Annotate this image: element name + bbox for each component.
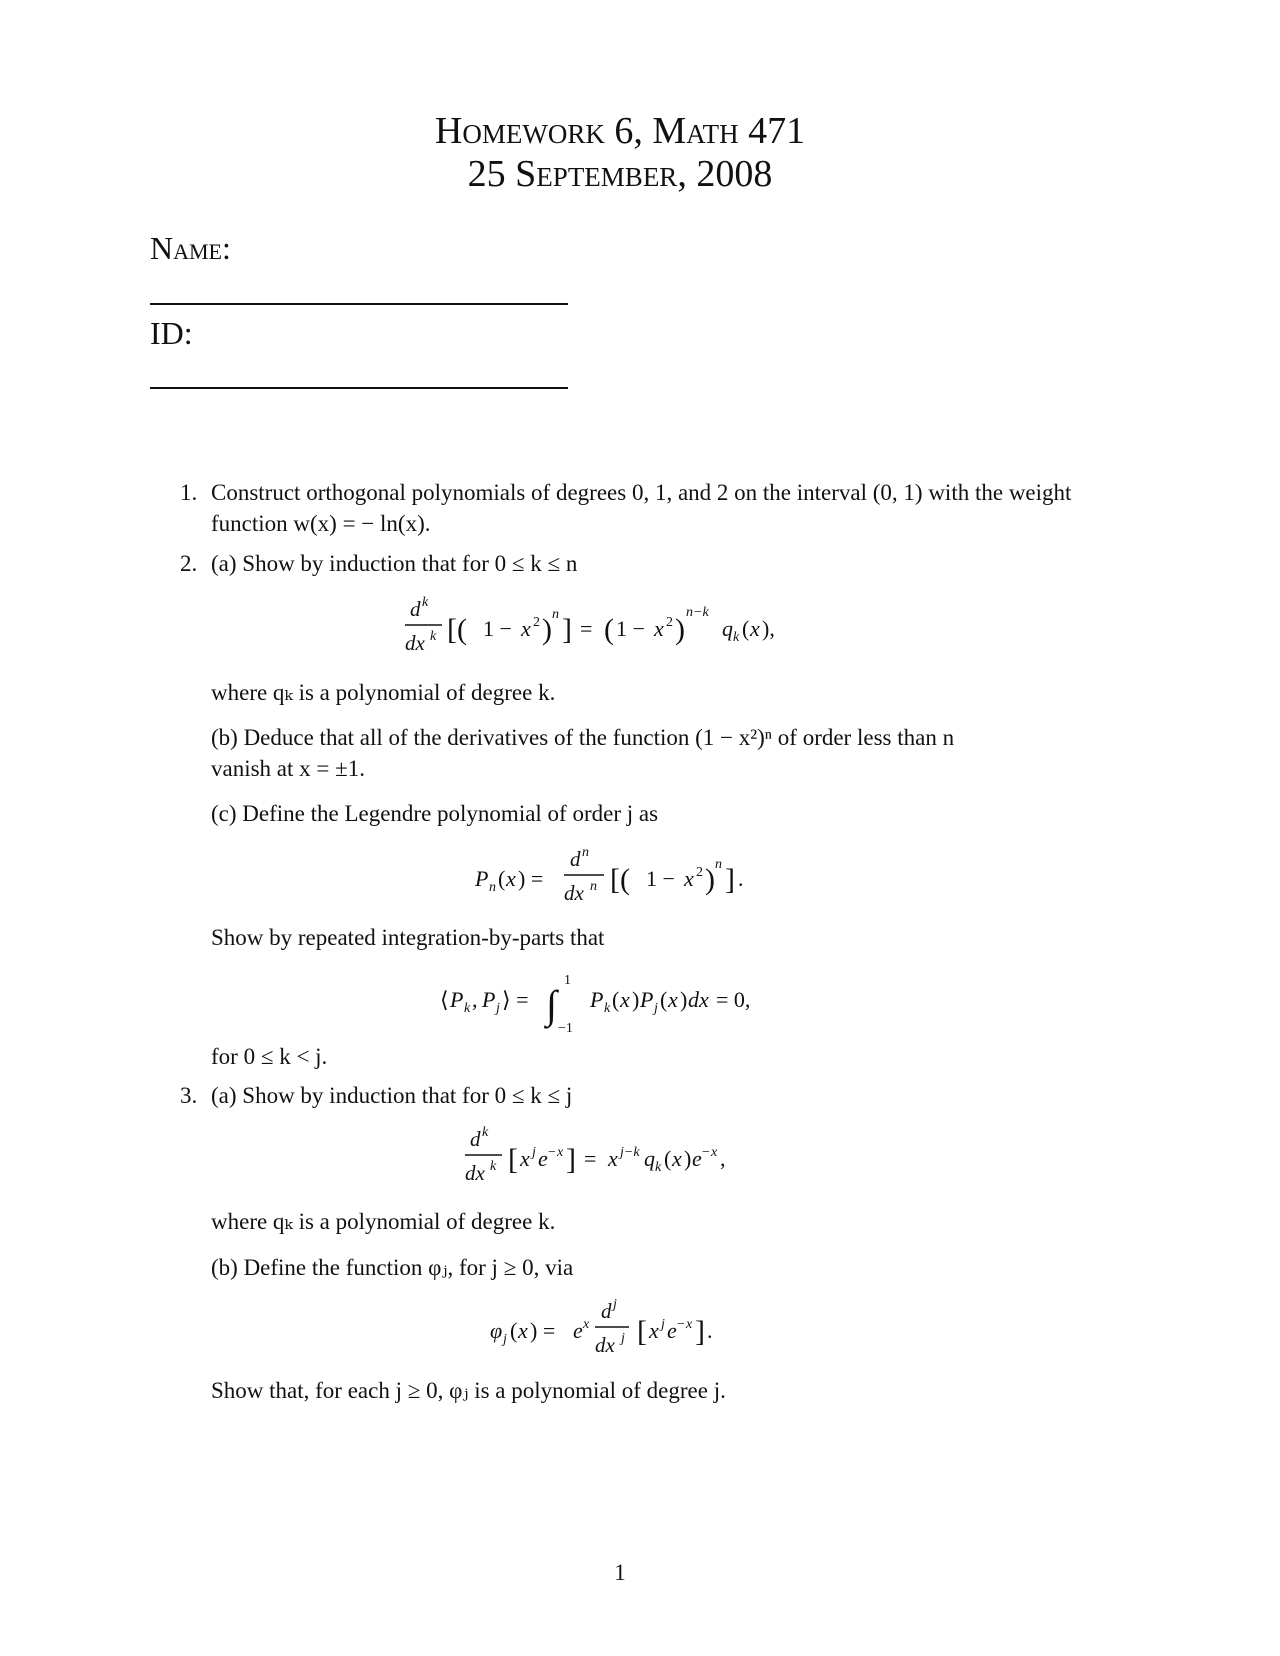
svg-text:j: j xyxy=(496,1001,500,1016)
svg-text:k: k xyxy=(490,1159,497,1174)
svg-text:dx: dx xyxy=(688,987,709,1012)
svg-text:j: j xyxy=(532,1145,536,1160)
problem-3a-after: where qₖ is a polynomial of degree k. xyxy=(211,1209,556,1234)
svg-text:(: ( xyxy=(498,866,506,891)
svg-text:e: e xyxy=(573,1318,583,1343)
svg-text:dx: dx xyxy=(595,1333,615,1357)
svg-text:d: d xyxy=(470,1127,481,1151)
problem-3a-intro: (a) Show by induction that for 0 ≤ k ≤ j xyxy=(211,1083,573,1108)
svg-text:⟩ =: ⟩ = xyxy=(502,987,529,1012)
title-line-1: Homework 6, Math 471 xyxy=(434,110,806,152)
svg-text:P: P xyxy=(482,987,496,1012)
equation-3a xyxy=(0,1118,1240,1198)
svg-text:q: q xyxy=(644,1146,655,1171)
svg-text:) =: ) = xyxy=(530,1318,556,1343)
svg-text:(: ( xyxy=(660,987,668,1012)
svg-text:−1: −1 xyxy=(558,1021,573,1036)
svg-text:j: j xyxy=(661,1317,665,1332)
svg-text:),: ), xyxy=(762,616,775,641)
svg-text:φ: φ xyxy=(490,1318,503,1343)
equation-2c-legendre xyxy=(0,838,1240,918)
svg-text:e: e xyxy=(692,1146,702,1171)
problem-2b-line-2: vanish at x = ±1. xyxy=(211,756,365,781)
svg-text:1 −: 1 − xyxy=(646,866,675,891)
problem-3b-after: Show that, for each j ≥ 0, φⱼ is a polynomial of degree j. xyxy=(211,1378,726,1403)
svg-text:n: n xyxy=(590,879,597,894)
svg-text:k: k xyxy=(430,629,437,644)
svg-text:]: ] xyxy=(562,613,572,646)
svg-text:[(: [( xyxy=(447,613,467,646)
svg-text:j: j xyxy=(654,1001,658,1016)
svg-text:d: d xyxy=(601,1299,612,1323)
page-title xyxy=(0,110,1240,196)
title-line-2: 25 September, 2008 xyxy=(467,153,773,195)
svg-text:x: x xyxy=(620,987,630,1012)
svg-text:−: − xyxy=(702,1145,710,1160)
svg-text:x: x xyxy=(557,1145,564,1160)
svg-text:j: j xyxy=(613,1297,617,1312)
svg-text:d: d xyxy=(570,847,581,871)
svg-text:): ) xyxy=(542,613,552,646)
svg-text:.: . xyxy=(738,866,744,891)
svg-text:n: n xyxy=(715,857,722,872)
svg-text:x: x xyxy=(668,987,678,1012)
svg-text:∫: ∫ xyxy=(546,982,557,1027)
svg-text:) =: ) = xyxy=(518,866,544,891)
svg-text:dx: dx xyxy=(465,1161,485,1185)
name-underline xyxy=(150,303,568,305)
svg-text:[(: [( xyxy=(610,863,630,896)
svg-text:]: ] xyxy=(695,1315,705,1348)
svg-text:=: = xyxy=(584,1146,597,1171)
svg-text:j: j xyxy=(503,1332,507,1347)
svg-text:2: 2 xyxy=(666,615,673,630)
problem-1-text: Construct orthogonal polynomials of degrees 0, 1, and 2 on the interval (0, 1) with the weight function w(x) = − ln(x). xyxy=(211,480,1072,536)
svg-text:q: q xyxy=(722,616,733,641)
svg-text:k: k xyxy=(422,595,429,610)
svg-text:x: x xyxy=(684,866,694,891)
equation-3b xyxy=(0,1290,1240,1370)
svg-text:k: k xyxy=(604,1001,611,1016)
svg-text:x: x xyxy=(520,1146,530,1171)
svg-text:]: ] xyxy=(566,1143,576,1176)
svg-text:x: x xyxy=(649,1318,659,1343)
svg-text:x: x xyxy=(608,1146,618,1171)
svg-text:2: 2 xyxy=(696,865,703,880)
id-label: ID: xyxy=(150,315,193,351)
name-label: Name: xyxy=(150,230,231,266)
svg-text:= 0,: = 0, xyxy=(716,987,751,1012)
svg-text:x: x xyxy=(518,1318,528,1343)
svg-text:d: d xyxy=(410,597,421,621)
svg-text:(: ( xyxy=(742,616,750,641)
svg-text:): ) xyxy=(675,613,685,646)
svg-text:x: x xyxy=(506,866,516,891)
svg-text:): ) xyxy=(705,863,715,896)
svg-text:P: P xyxy=(640,987,654,1012)
equation-2c-inner-product xyxy=(0,962,1240,1042)
svg-text:k: k xyxy=(482,1125,489,1140)
svg-text:n: n xyxy=(489,880,496,895)
svg-text:=: = xyxy=(580,616,593,641)
svg-text:1 −: 1 − xyxy=(616,616,645,641)
svg-text:): ) xyxy=(632,987,640,1012)
problem-2a-after: where qₖ is a polynomial of degree k. xyxy=(211,680,556,705)
problem-1-number: 1. xyxy=(180,480,198,505)
svg-text:(: ( xyxy=(604,613,614,646)
svg-text:(: ( xyxy=(510,1318,518,1343)
svg-text:x: x xyxy=(750,616,760,641)
svg-text:−: − xyxy=(677,1317,685,1332)
svg-text:−: − xyxy=(548,1145,556,1160)
svg-text:k: k xyxy=(464,1001,471,1016)
problem-2b xyxy=(211,722,1101,784)
svg-text:): ) xyxy=(680,987,688,1012)
svg-text:k: k xyxy=(655,1160,662,1175)
svg-text:P: P xyxy=(450,987,464,1012)
problem-3-number: 3. xyxy=(180,1083,198,1108)
problem-2-number: 2. xyxy=(180,551,198,576)
problem-3b-intro: (b) Define the function φⱼ, for j ≥ 0, via xyxy=(211,1255,574,1280)
svg-text:[: [ xyxy=(637,1315,647,1348)
svg-text:(: ( xyxy=(664,1146,672,1171)
svg-text:1: 1 xyxy=(564,973,571,988)
svg-text:x: x xyxy=(672,1146,682,1171)
svg-text:x: x xyxy=(686,1317,693,1332)
svg-text:e: e xyxy=(667,1318,677,1343)
svg-text:x: x xyxy=(711,1145,718,1160)
svg-text:): ) xyxy=(684,1146,692,1171)
svg-text:n: n xyxy=(552,607,559,622)
equation-2a xyxy=(0,588,1240,668)
problem-2c-mid: Show by repeated integration-by-parts that xyxy=(211,925,605,950)
problem-2c-after: for 0 ≤ k < j. xyxy=(211,1044,328,1069)
svg-text:k: k xyxy=(733,630,740,645)
svg-text:dx: dx xyxy=(564,881,584,905)
svg-text:,: , xyxy=(720,1146,726,1171)
svg-text:j: j xyxy=(621,1331,625,1346)
problem-2b-line-1: (b) Deduce that all of the derivatives of the function (1 − x²)ⁿ of order less than n xyxy=(211,725,955,750)
page-number: 1 xyxy=(614,1560,626,1585)
svg-text:x: x xyxy=(583,1317,590,1332)
problem-2a-intro: (a) Show by induction that for 0 ≤ k ≤ n xyxy=(211,551,578,576)
svg-text:2: 2 xyxy=(533,615,540,630)
problem-2c-intro: (c) Define the Legendre polynomial of order j as xyxy=(211,801,659,826)
svg-text:dx: dx xyxy=(405,631,425,655)
id-underline xyxy=(150,387,568,389)
svg-text:P: P xyxy=(475,866,489,891)
svg-text:e: e xyxy=(538,1146,548,1171)
svg-text:n: n xyxy=(582,845,589,860)
svg-text:[: [ xyxy=(508,1143,518,1176)
svg-text:P: P xyxy=(590,987,604,1012)
svg-text:⟨: ⟨ xyxy=(440,987,449,1012)
svg-text:]: ] xyxy=(725,863,735,896)
svg-text:1 −: 1 − xyxy=(483,616,512,641)
svg-text:(: ( xyxy=(612,987,620,1012)
svg-text:n−k: n−k xyxy=(686,605,709,620)
svg-text:,: , xyxy=(472,987,478,1012)
svg-text:.: . xyxy=(707,1318,713,1343)
svg-text:x: x xyxy=(521,616,531,641)
svg-text:j−k: j−k xyxy=(620,1145,640,1160)
svg-text:x: x xyxy=(654,616,664,641)
